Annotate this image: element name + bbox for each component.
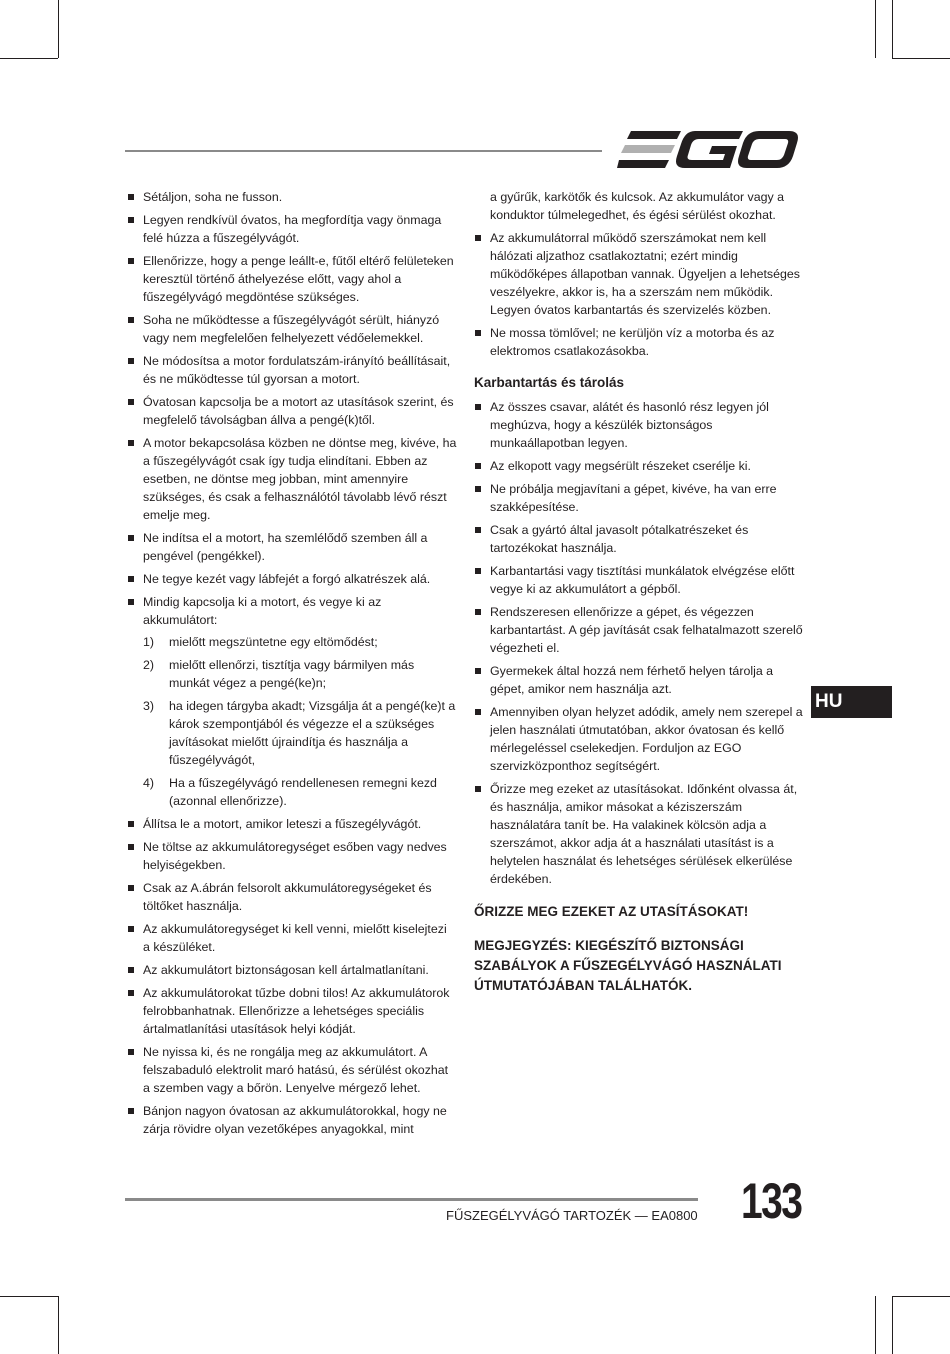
right-column — [474, 188, 804, 996]
list-item: Legyen rendkívül óvatos, ha megfordítja vagy önmaga felé húzza a fűszegélyvágót. — [127, 211, 457, 247]
crop-mark — [892, 0, 893, 58]
list-item: Rendszeresen ellenőrizze a gépet, és végezzen karbantartást. A gép javítását csak felhatalmazott szerelő végezheti el. — [474, 603, 804, 657]
safety-list-continued — [474, 188, 804, 360]
sub-item-text: mielőtt ellenőrzi, tisztítja vagy bármilyen más munkát végez a pengé(ke)n; — [169, 658, 415, 690]
list-item: Karbantartási vagy tisztítási munkálatok elvégzése előtt vegye ki az akkumulátort a gépből. — [474, 562, 804, 598]
supplementary-note: MEGJEGYZÉS: KIEGÉSZÍTŐ BIZTONSÁGI SZABÁLYOK A FŰSZEGÉLYVÁGÓ HASZNÁLATI ÚTMUTATÓJÁBAN TALÁLHATÓK. — [474, 938, 782, 993]
list-item: Az akkumulátorokat tűzbe dobni tilos! Az akkumulátorok felrobbanhatnak. Ellenőrizze a lehetséges speciális ártalmatlanítási utasítások helyi kódját. — [127, 984, 457, 1038]
crop-mark — [0, 1296, 58, 1297]
list-item: Az elkopott vagy megsérült részeket cserélje ki. — [474, 457, 804, 475]
list-item: Amennyiben olyan helyzet adódik, amely nem szerepel a jelen használati útmutatóban, akkor óvatosan és kellő mérlegeléssel cselekedjen. Forduljon az EGO szervizközponthoz segítségért. — [474, 703, 804, 775]
crop-mark — [0, 58, 58, 59]
list-item: Ne módosítsa a motor fordulatszám-irányító beállításait, és ne működtesse túl gyorsan a motort. — [127, 352, 457, 388]
list-item: Állítsa le a motort, amikor leteszi a fűszegélyvágót. — [127, 815, 457, 833]
list-item: Ne tegye kezét vagy lábfejét a forgó alkatrészek alá. — [127, 570, 457, 588]
list-item: Ne töltse az akkumulátoregységet esőben vagy nedves helyiségekben. — [127, 838, 457, 874]
crop-mark — [875, 0, 876, 58]
sub-item-number: 4) — [143, 776, 155, 790]
list-item: Ne indítsa el a motort, ha szemlélődő szemben áll a pengével (pengékkel). — [127, 529, 457, 565]
list-item: Őrizze meg ezeket az utasításokat. Időnként olvassa át, és használja, amikor másokat a kéziszerszám használatára tanít be. Ha valakinek kölcsön adja a szerszámot, akkor adja át a használati utasítást is a helytelen használat és lehetséges sérülések elkerülése érdekében. — [474, 780, 804, 888]
page-number: 133 — [741, 1173, 802, 1229]
section-heading-maintenance: Karbantartás és tárolás — [474, 375, 625, 390]
footer-rule — [125, 1198, 698, 1201]
sub-item-number: 3) — [143, 699, 155, 713]
crop-mark — [892, 1296, 893, 1354]
sub-item-number: 2) — [143, 658, 155, 672]
crop-mark — [58, 0, 59, 58]
list-item: Ne nyissa ki, és ne rongálja meg az akkumulátort. A felszabaduló elektrolit maró hatású, és sérülést okozhat a szemben vagy a bőrön. Lenyelve mérgező lehet. — [127, 1043, 457, 1097]
list-item-continuation: a gyűrűk, karkötők és kulcsok. Az akkumulátor vagy a konduktor túlmelegedhet, és égési sérülést okozhat. — [490, 190, 785, 222]
list-item: Ellenőrizze, hogy a penge leállt-e, fűtől eltérő felületeken keresztül történő áthelyezése előtt, vagy ahol a fűszegélyvágó megdöntése szükséges. — [127, 252, 457, 306]
crop-mark — [875, 1296, 876, 1354]
maintenance-list — [474, 398, 804, 888]
sub-item-number: 1) — [143, 635, 155, 649]
header-rule — [125, 150, 602, 152]
list-item: Gyermekek által hozzá nem férhető helyen tárolja a gépet, amikor nem használja azt. — [474, 662, 804, 698]
list-item: Sétáljon, soha ne fusson. — [127, 188, 457, 206]
save-instructions-notice: ŐRIZZE MEG EZEKET AZ UTASÍTÁSOKAT! — [474, 904, 749, 919]
crop-mark — [892, 1296, 950, 1297]
list-item: A motor bekapcsolása közben ne döntse meg, kivéve, ha a fűszegélyvágót csak így tudja elindítani. Ebben az esetben, ne döntse meg jobban, mint amennyire szükséges, és csak a felhasználótól távolabb lévő részt emelje meg. — [127, 434, 457, 524]
list-item — [127, 593, 457, 810]
sub-item-text: ha idegen tárgyba akadt; Vizsgálja át a pengé(ke)t a károk szempontjából és végezze el a szükséges javításokat mielőtt újraindítja és használja a fűszegélyvágót, — [169, 699, 456, 767]
list-item: Óvatosan kapcsolja be a motort az utasítások szerint, és megfelelő távolságban állva a pengé(k)től. — [127, 393, 457, 429]
list-item: Csak az A.ábrán felsorolt akkumulátoregységeket és töltőket használja. — [127, 879, 457, 915]
list-item: Csak a gyártó által javasolt pótalkatrészeket és tartozékokat használja. — [474, 521, 804, 557]
numbered-sublist — [143, 633, 457, 810]
ego-logo — [617, 130, 799, 170]
sub-list-item — [143, 697, 457, 769]
list-item: Az akkumulátoregységet ki kell venni, mielőtt kiselejtezi a készüléket. — [127, 920, 457, 956]
sub-item-text: Ha a fűszegélyvágó rendellenesen remegni kezd (azonnal ellenőrizze). — [169, 776, 437, 808]
list-item: Bánjon nagyon óvatosan az akkumulátorokkal, hogy ne zárja rövidre olyan vezetőképes anyagokkal, mint — [127, 1102, 457, 1138]
safety-list — [127, 188, 457, 1138]
list-item: Az akkumulátorral működő szerszámokat nem kell hálózati aljzathoz csatlakoztatni; ezért mindig működőképes állapotban vannak. Ügyeljen a lehetséges veszélyekre, akkor is, ha a szerszám nem működik. Legyen óvatos karbantartás és szervizelés közben. — [474, 229, 804, 319]
sub-list-item — [143, 633, 457, 651]
list-item: Soha ne működtesse a fűszegélyvágót sérült, hiányzó vagy nem megfelelően felhelyezett védőelemekkel. — [127, 311, 457, 347]
sub-item-text: mielőtt megszüntetne egy eltömődést; — [169, 635, 378, 649]
crop-mark — [58, 1296, 59, 1354]
crop-mark — [892, 58, 950, 59]
list-item: Az akkumulátort biztonságosan kell ártalmatlanítani. — [127, 961, 457, 979]
footer-product-name: FŰSZEGÉLYVÁGÓ TARTOZÉK — EA0800 — [446, 1208, 698, 1223]
sub-list-item — [143, 774, 457, 810]
list-item: Az összes csavar, alátét és hasonló rész legyen jól meghúzva, hogy a készülék biztonságos munkaállapotban legyen. — [474, 398, 804, 452]
list-item: Ne próbálja megjavítani a gépet, kivéve, ha van erre szakképesítése. — [474, 480, 804, 516]
sub-list-item — [143, 656, 457, 692]
list-item-text: Mindig kapcsolja ki a motort, és vegye ki az akkumulátort: — [143, 595, 382, 627]
left-column — [127, 188, 457, 1143]
list-item: Ne mossa tömlővel; ne kerüljön víz a motorba és az elektromos csatlakozásokba. — [474, 324, 804, 360]
language-tab: HU — [811, 686, 892, 718]
